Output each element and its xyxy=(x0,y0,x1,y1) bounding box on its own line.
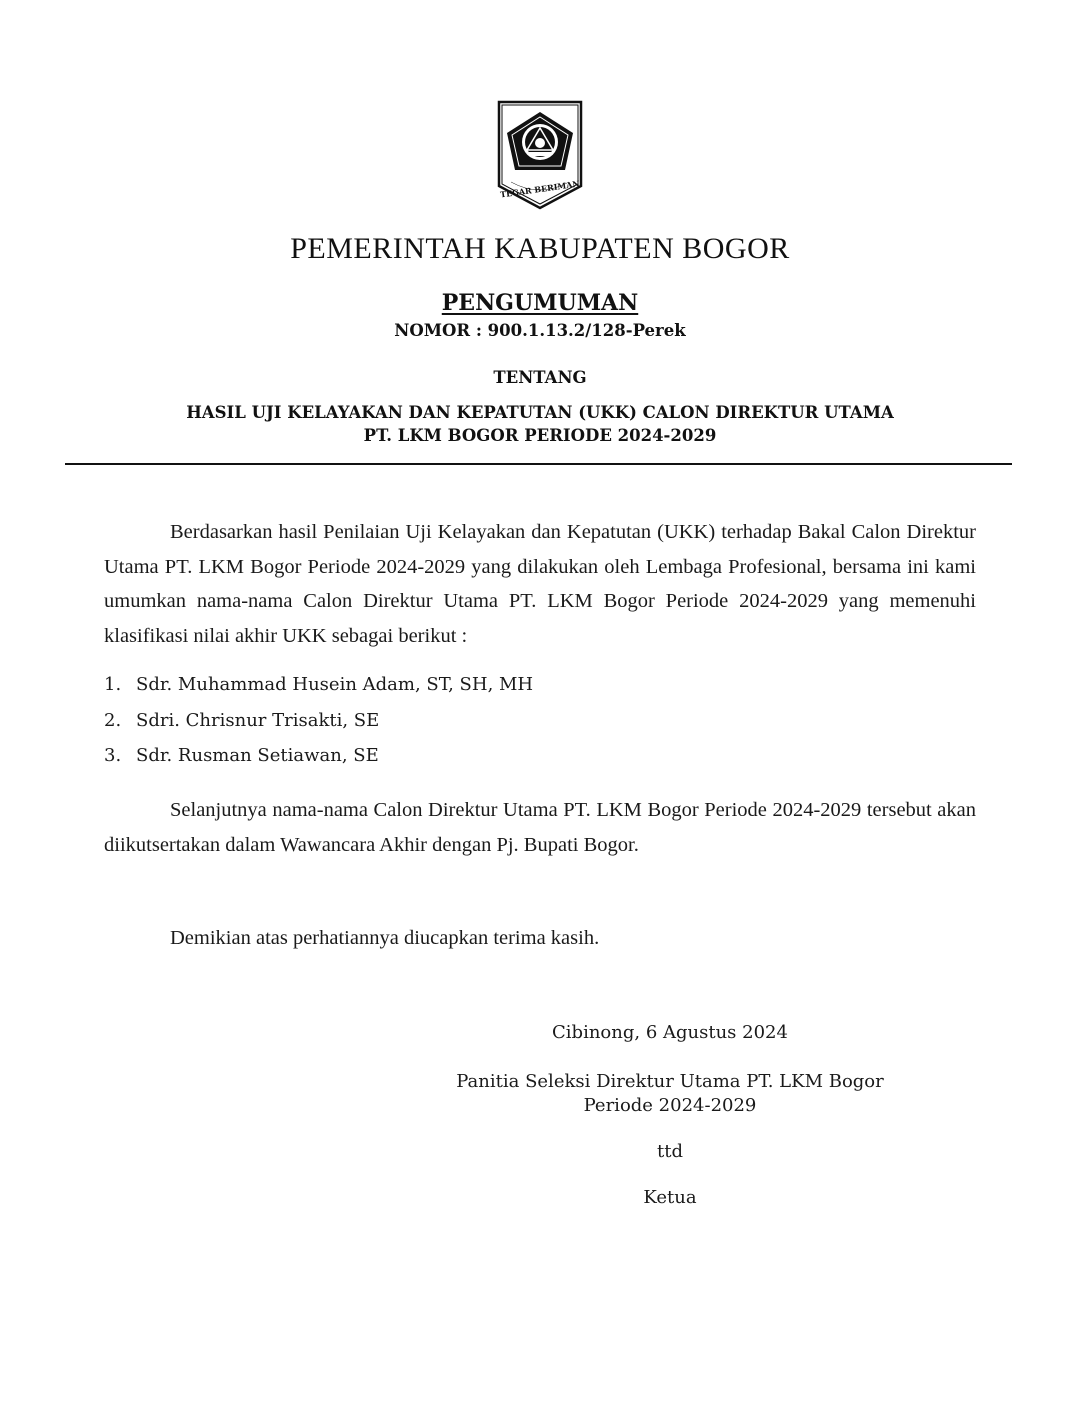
header-divider xyxy=(65,463,1012,465)
list-number: 2. xyxy=(104,709,122,731)
list-item xyxy=(104,703,533,739)
follow-up-paragraph xyxy=(104,793,976,862)
place-date: Cibinong, 6 Agustus 2024 xyxy=(552,1022,788,1043)
svg-text:TEGAR BERIMAN: TEGAR BERIMAN xyxy=(499,178,581,200)
committee-line-2: Periode 2024-2029 xyxy=(583,1095,757,1116)
subject-line-1: HASIL UJI KELAYAKAN DAN KEPATUTAN (UKK) CALON DIREKTUR UTAMA xyxy=(186,403,894,422)
list-number: 3. xyxy=(104,745,122,766)
government-name: PEMERINTAH KABUPATEN BOGOR xyxy=(290,232,790,265)
kabupaten-bogor-logo-icon xyxy=(497,100,583,210)
announcement-title: PENGUMUMAN xyxy=(441,290,639,316)
follow-up-paragraph-text: Selanjutnya nama-nama Calon Direktur Utama PT. LKM Bogor Periode 2024-2029 tersebut akan diikutsertakan dalam Wawancara Akhir dengan Pj. Bupati Bogor. xyxy=(104,799,976,856)
committee-name xyxy=(420,1070,920,1118)
candidate-name: Sdri. Chrisnur Trisakti, SE xyxy=(136,709,380,731)
subject-line-2: PT. LKM BOGOR PERIODE 2024-2029 xyxy=(363,426,717,445)
announcement-number: NOMOR : 900.1.13.2/128-Perek xyxy=(394,321,686,340)
signed-mark: ttd xyxy=(657,1141,683,1162)
intro-paragraph xyxy=(104,515,976,653)
about-label: TENTANG xyxy=(493,368,587,387)
candidate-list xyxy=(104,667,533,774)
announcement-subject xyxy=(0,401,1080,447)
candidate-name: Sdr. Muhammad Husein Adam, ST, SH, MH xyxy=(136,674,534,695)
closing-paragraph xyxy=(104,921,976,956)
list-item xyxy=(104,738,533,774)
closing-text: Demikian atas perhatiannya diucapkan terima kasih. xyxy=(170,927,600,949)
committee-line-1: Panitia Seleksi Direktur Utama PT. LKM Bogor xyxy=(456,1071,884,1092)
candidate-name: Sdr. Rusman Setiawan, SE xyxy=(136,745,379,766)
list-number: 1. xyxy=(104,674,122,695)
signatory-role: Ketua xyxy=(643,1187,697,1208)
intro-paragraph-text: Berdasarkan hasil Penilaian Uji Kelayakan dan Kepatutan (UKK) terhadap Bakal Calon Direktur Utama PT. LKM Bogor Periode 2024-2029 yang dilakukan oleh Lembaga Profesional, bersama ini kami umumkan nama-nama Calon Direktur Utama PT. LKM Bogor Periode 2024-2029 yang memenuhi klasifikasi nilai akhir UKK sebagai berikut : xyxy=(104,521,976,647)
list-item xyxy=(104,667,533,703)
